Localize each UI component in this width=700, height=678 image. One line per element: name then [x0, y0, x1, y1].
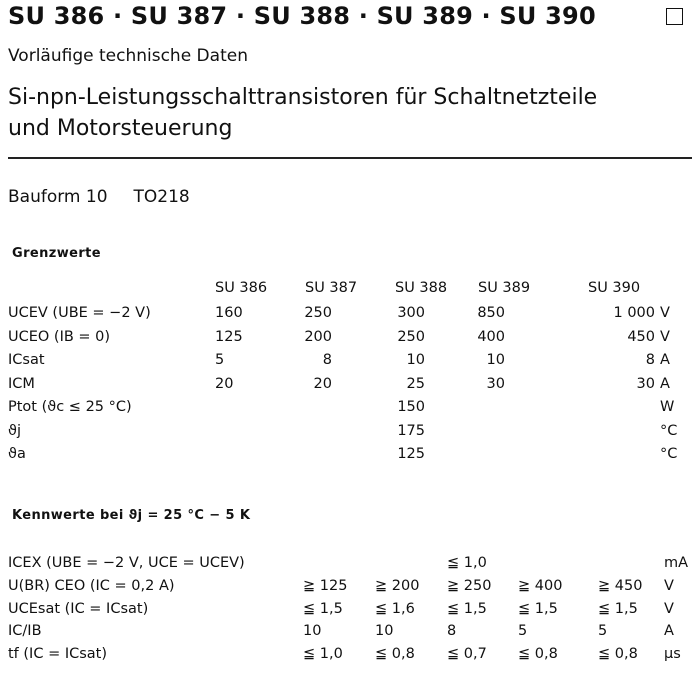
unit-cell: W: [660, 399, 675, 415]
table-cell: 150: [397, 399, 425, 415]
subtitle: Vorläufige technische Daten: [8, 46, 248, 66]
parameter-label: ICEX (UBE = −2 V, UCE = UCEV): [8, 555, 245, 571]
parameter-label: ICM: [8, 376, 35, 392]
table-cell: 5: [215, 352, 225, 368]
parameter-label: ϑa: [8, 446, 26, 462]
table-cell: ≦ 0,7: [447, 646, 487, 662]
column-header: SU 389: [478, 280, 531, 296]
table-cell: 30: [636, 376, 655, 392]
table-cell: 8: [645, 352, 655, 368]
table-cell: ≦ 1,5: [303, 601, 343, 617]
bauform: [8, 187, 216, 207]
table-cell: ≧ 400: [518, 578, 563, 594]
parameter-label: UCEV (UBE = −2 V): [8, 305, 151, 321]
unit-cell: °C: [660, 423, 678, 439]
unit-cell: V: [660, 305, 670, 321]
table-cell: ≦ 1,0: [303, 646, 343, 662]
table-cell: 8: [322, 352, 332, 368]
page-title: SU 386 · SU 387 · SU 388 · SU 389 · SU 390: [8, 2, 596, 30]
table-cell: 20: [313, 376, 332, 392]
parameter-label: tf (IC = ICsat): [8, 646, 108, 662]
table-cell: 175: [397, 423, 425, 439]
divider: [8, 157, 692, 159]
heading: [8, 82, 597, 144]
table-cell: 10: [406, 352, 425, 368]
unit-cell: V: [664, 601, 674, 617]
unit-cell: A: [660, 376, 670, 392]
table-cell: 200: [304, 329, 332, 345]
table-cell: ≧ 200: [375, 578, 420, 594]
bauform-label: Bauform 10: [8, 187, 108, 207]
table-cell: ≦ 1,5: [598, 601, 638, 617]
table-cell: 5: [598, 623, 608, 639]
unit-cell: V: [664, 578, 674, 594]
table-cell: ≦ 1,5: [447, 601, 487, 617]
checkbox-icon: [666, 8, 683, 25]
table-cell: ≦ 0,8: [598, 646, 638, 662]
table-cell: 8: [447, 623, 457, 639]
parameter-label: UCEO (IB = 0): [8, 329, 111, 345]
table-cell: 125: [397, 446, 425, 462]
table-cell: 400: [477, 329, 505, 345]
table-cell: 450: [627, 329, 655, 345]
table-cell: 20: [215, 376, 234, 392]
parameter-label: U(BR) CEO (IC = 0,2 A): [8, 578, 175, 594]
parameter-label: UCEsat (IC = ICsat): [8, 601, 149, 617]
table-cell: 10: [375, 623, 394, 639]
unit-cell: V: [660, 329, 670, 345]
table-cell: 250: [304, 305, 332, 321]
column-header: SU 388: [395, 280, 448, 296]
table-cell: ≧ 450: [598, 578, 643, 594]
table-cell: ≦ 0,8: [375, 646, 415, 662]
table-cell: ≧ 125: [303, 578, 348, 594]
table-cell: ≦ 1,5: [518, 601, 558, 617]
heading-line-1: Si-npn-Leistungsschalttransistoren für Schaltnetzteile: [8, 85, 598, 110]
table-cell: 1 000: [613, 305, 655, 321]
bauform-package: TO218: [133, 187, 190, 207]
kennwerte-title: Kennwerte bei ϑj = 25 °C − 5 K: [12, 508, 251, 523]
parameter-label: IC/IB: [8, 623, 42, 639]
column-header: SU 386: [215, 280, 268, 296]
table-cell: 125: [215, 329, 243, 345]
parameter-label: Ptot (ϑc ≤ 25 °C): [8, 399, 132, 415]
unit-cell: μs: [664, 646, 681, 662]
parameter-label: ICsat: [8, 352, 45, 368]
parameter-label: ϑj: [8, 423, 22, 439]
table-cell: 300: [397, 305, 425, 321]
table-cell: 30: [486, 376, 505, 392]
unit-cell: A: [660, 352, 670, 368]
column-header: SU 387: [305, 280, 358, 296]
table-cell: 850: [477, 305, 505, 321]
table-cell: 250: [397, 329, 425, 345]
table-cell: ≦ 1,6: [375, 601, 415, 617]
table-cell: 160: [215, 305, 243, 321]
table-cell: 25: [406, 376, 425, 392]
column-header: SU 390: [588, 280, 641, 296]
table-cell: 10: [486, 352, 505, 368]
unit-cell: A: [664, 623, 674, 639]
unit-cell: mA: [664, 555, 689, 571]
grenzwerte-title: Grenzwerte: [12, 246, 101, 261]
table-cell: ≦ 0,8: [518, 646, 558, 662]
table-cell: ≦ 1,0: [447, 555, 487, 571]
heading-line-2: und Motorsteuerung: [8, 116, 233, 141]
table-cell: 10: [303, 623, 322, 639]
table-cell: 5: [518, 623, 528, 639]
unit-cell: °C: [660, 446, 678, 462]
table-cell: ≧ 250: [447, 578, 492, 594]
